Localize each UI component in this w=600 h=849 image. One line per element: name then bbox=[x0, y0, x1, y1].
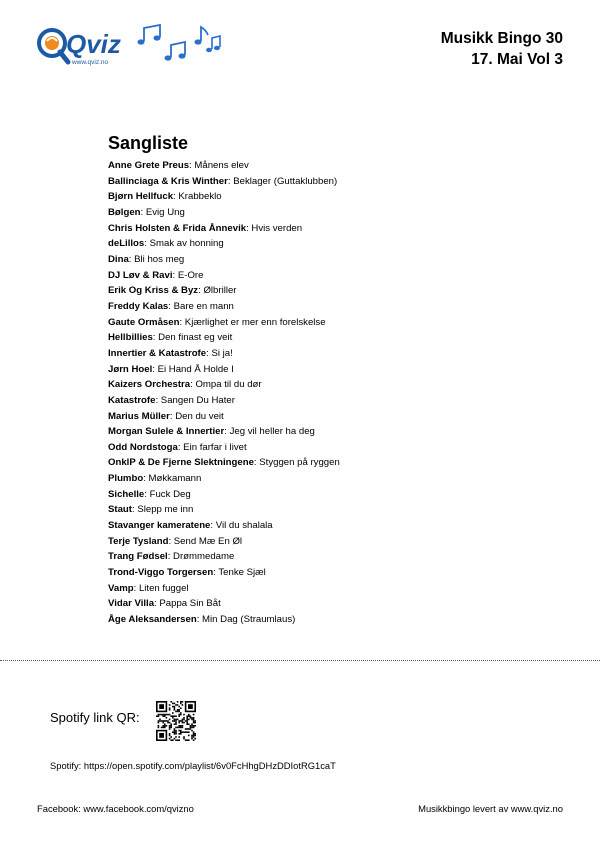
song-item bbox=[108, 252, 340, 268]
song-artist: Hellbillies bbox=[108, 332, 153, 344]
song-artist: Terje Tysland bbox=[108, 535, 169, 547]
song-separator: : bbox=[155, 394, 161, 406]
song-separator: : bbox=[210, 520, 216, 532]
song-artist: Stavanger kameratene bbox=[108, 520, 211, 532]
song-item bbox=[108, 612, 340, 628]
song-title: Pappa Sin Båt bbox=[159, 598, 221, 610]
song-separator: : bbox=[213, 567, 219, 579]
song-title: Den du veit bbox=[175, 410, 224, 422]
song-title: Beklager (Guttaklubben) bbox=[233, 175, 338, 187]
song-item bbox=[108, 565, 340, 581]
music-notes-icon bbox=[138, 25, 221, 61]
song-artist: deLillos bbox=[108, 238, 145, 250]
song-artist: Freddy Kalas bbox=[108, 300, 169, 312]
song-artist: Trang Fødsel bbox=[108, 551, 168, 563]
song-item bbox=[108, 283, 340, 299]
bingo-title: Musikk Bingo 30 bbox=[440, 30, 563, 47]
song-artist: Sichelle bbox=[108, 488, 145, 500]
song-item bbox=[108, 158, 340, 174]
song-title: Tenke Sjæl bbox=[218, 567, 266, 579]
song-separator: : bbox=[177, 441, 184, 453]
song-artist: Ballinciaga & Kris Winther bbox=[108, 175, 228, 187]
qviz-credit: Musikkbingo levert av www.qviz.no bbox=[418, 803, 563, 814]
qviz-logo bbox=[36, 20, 226, 76]
song-artist: Kaizers Orchestra bbox=[108, 379, 191, 391]
song-item bbox=[108, 346, 340, 362]
song-title: Drømmedame bbox=[173, 551, 235, 563]
song-separator: : bbox=[128, 253, 135, 265]
song-item bbox=[108, 174, 340, 190]
song-separator: : bbox=[189, 160, 195, 171]
song-item bbox=[108, 330, 340, 346]
song-item bbox=[108, 471, 340, 487]
song-separator: : bbox=[167, 551, 174, 563]
song-separator: : bbox=[154, 598, 160, 610]
song-item bbox=[108, 362, 340, 378]
song-artist: Vamp bbox=[108, 582, 134, 594]
song-title: Liten fuggel bbox=[138, 582, 189, 594]
song-separator: : bbox=[224, 426, 230, 438]
song-title: Min Dag (Straumlaus) bbox=[202, 614, 296, 626]
song-title: Smak av honning bbox=[149, 238, 224, 250]
dotted-divider bbox=[0, 660, 600, 661]
song-artist: Chris Holsten & Frida Ånnevik bbox=[108, 222, 247, 234]
song-item bbox=[108, 299, 340, 315]
song-title: Ølbriller bbox=[203, 285, 237, 297]
song-artist: Trond-Viggo Torgersen bbox=[108, 567, 214, 579]
qviz-logo-graphic bbox=[36, 20, 226, 76]
song-separator: : bbox=[144, 238, 150, 250]
song-artist: Gaute Ormåsen bbox=[108, 316, 180, 328]
song-item bbox=[108, 549, 340, 565]
song-separator: : bbox=[168, 535, 174, 547]
song-artist: Åge Aleksandersen bbox=[108, 614, 197, 626]
song-item bbox=[108, 377, 340, 393]
bingo-subtitle: 17. Mai Vol 3 bbox=[471, 51, 563, 68]
song-separator: : bbox=[140, 206, 146, 218]
song-artist: Odd Nordstoga bbox=[108, 441, 178, 453]
song-title: Si ja! bbox=[211, 347, 233, 359]
song-separator: : bbox=[152, 332, 159, 344]
song-item bbox=[108, 205, 340, 221]
song-item bbox=[108, 518, 340, 534]
song-separator: : bbox=[198, 285, 204, 297]
song-title: Sangen Du Hater bbox=[160, 394, 235, 406]
logo-wordmark: Qviz bbox=[66, 29, 121, 59]
song-title: Månens elev bbox=[194, 160, 249, 171]
song-title: Evig Ung bbox=[145, 206, 185, 218]
song-title: Vil du shalala bbox=[215, 520, 273, 532]
song-item bbox=[108, 424, 340, 440]
song-separator: : bbox=[168, 300, 174, 312]
header-title bbox=[441, 28, 563, 70]
song-item bbox=[108, 502, 340, 518]
song-title: Fuck Deg bbox=[149, 488, 191, 500]
song-artist: Dina bbox=[108, 253, 129, 265]
song-item bbox=[108, 315, 340, 331]
song-list-heading: Sangliste bbox=[108, 133, 189, 153]
song-item bbox=[108, 409, 340, 425]
song-separator: : bbox=[253, 457, 260, 469]
song-artist: Erik Og Kriss & Byz bbox=[108, 285, 199, 297]
song-separator: : bbox=[152, 363, 158, 375]
song-separator: : bbox=[196, 614, 203, 626]
song-title: E-Ore bbox=[177, 269, 204, 281]
song-item bbox=[108, 534, 340, 550]
song-artist: DJ Løv & Ravi bbox=[108, 269, 173, 281]
song-title: Jeg vil heller ha deg bbox=[229, 426, 315, 438]
song-artist: Bjørn Hellfuck bbox=[108, 191, 174, 203]
logo-url: www.qviz.no bbox=[72, 59, 109, 66]
song-title: Bare en mann bbox=[173, 300, 234, 312]
song-separator: : bbox=[143, 473, 149, 485]
song-separator: : bbox=[246, 222, 252, 234]
song-title: Send Mæ En Øl bbox=[173, 535, 243, 547]
song-title: Møkkamann bbox=[148, 473, 202, 485]
song-title: Ompa til du dør bbox=[195, 379, 262, 391]
song-item bbox=[108, 487, 340, 503]
song-separator: : bbox=[227, 175, 234, 187]
song-title: Krabbeklo bbox=[178, 191, 222, 203]
song-artist: OnklP & De Fjerne Slektningene bbox=[108, 457, 254, 469]
song-separator: : bbox=[206, 347, 212, 359]
song-title: Ei Hand Å Holde I bbox=[157, 363, 234, 375]
song-title: Slepp me inn bbox=[137, 504, 194, 516]
song-artist: Innertier & Katastrofe bbox=[108, 347, 207, 359]
song-artist: Jørn Hoel bbox=[108, 363, 153, 375]
song-separator: : bbox=[169, 410, 176, 422]
song-artist: Plumbo bbox=[108, 473, 144, 485]
song-item bbox=[108, 440, 340, 456]
song-item bbox=[108, 393, 340, 409]
song-item bbox=[108, 189, 340, 205]
song-list-section bbox=[108, 132, 340, 628]
song-title: Bli hos meg bbox=[134, 253, 185, 265]
song-separator: : bbox=[144, 488, 150, 500]
spotify-qr-code[interactable] bbox=[156, 701, 196, 741]
song-artist: Katastrofe bbox=[108, 394, 156, 406]
song-artist: Marius Müller bbox=[108, 410, 170, 422]
song-artist: Vidar Villa bbox=[108, 598, 155, 610]
song-title: Styggen på ryggen bbox=[259, 457, 340, 469]
song-separator: : bbox=[133, 582, 139, 594]
song-artist: Staut bbox=[108, 504, 132, 516]
song-separator: : bbox=[173, 191, 179, 203]
song-list bbox=[108, 158, 340, 628]
song-title: Den finast eg veit bbox=[158, 332, 233, 344]
song-item bbox=[108, 581, 340, 597]
song-separator: : bbox=[190, 379, 196, 391]
song-item bbox=[108, 236, 340, 252]
song-item bbox=[108, 221, 340, 237]
song-title: Ein farfar i livet bbox=[183, 441, 247, 453]
song-separator: : bbox=[172, 269, 178, 281]
spotify-qr-label: Spotify link QR: bbox=[50, 710, 140, 725]
spotify-link[interactable]: Spotify: https://open.spotify.com/playlist/6v0FcHhgDHzDDIotRG1caT bbox=[50, 760, 336, 771]
song-artist: Anne Grete Preus bbox=[108, 160, 190, 171]
song-separator: : bbox=[179, 316, 185, 328]
song-title: Kjærlighet er mer enn forelskelse bbox=[184, 316, 326, 328]
song-artist: Bølgen bbox=[108, 206, 141, 218]
facebook-link[interactable]: Facebook: www.facebook.com/qvizno bbox=[37, 803, 194, 814]
song-item bbox=[108, 455, 340, 471]
song-item bbox=[108, 596, 340, 612]
song-separator: : bbox=[131, 504, 138, 516]
song-title: Hvis verden bbox=[251, 222, 303, 234]
song-artist: Morgan Sulele & Innertier bbox=[108, 426, 225, 438]
song-item bbox=[108, 268, 340, 284]
